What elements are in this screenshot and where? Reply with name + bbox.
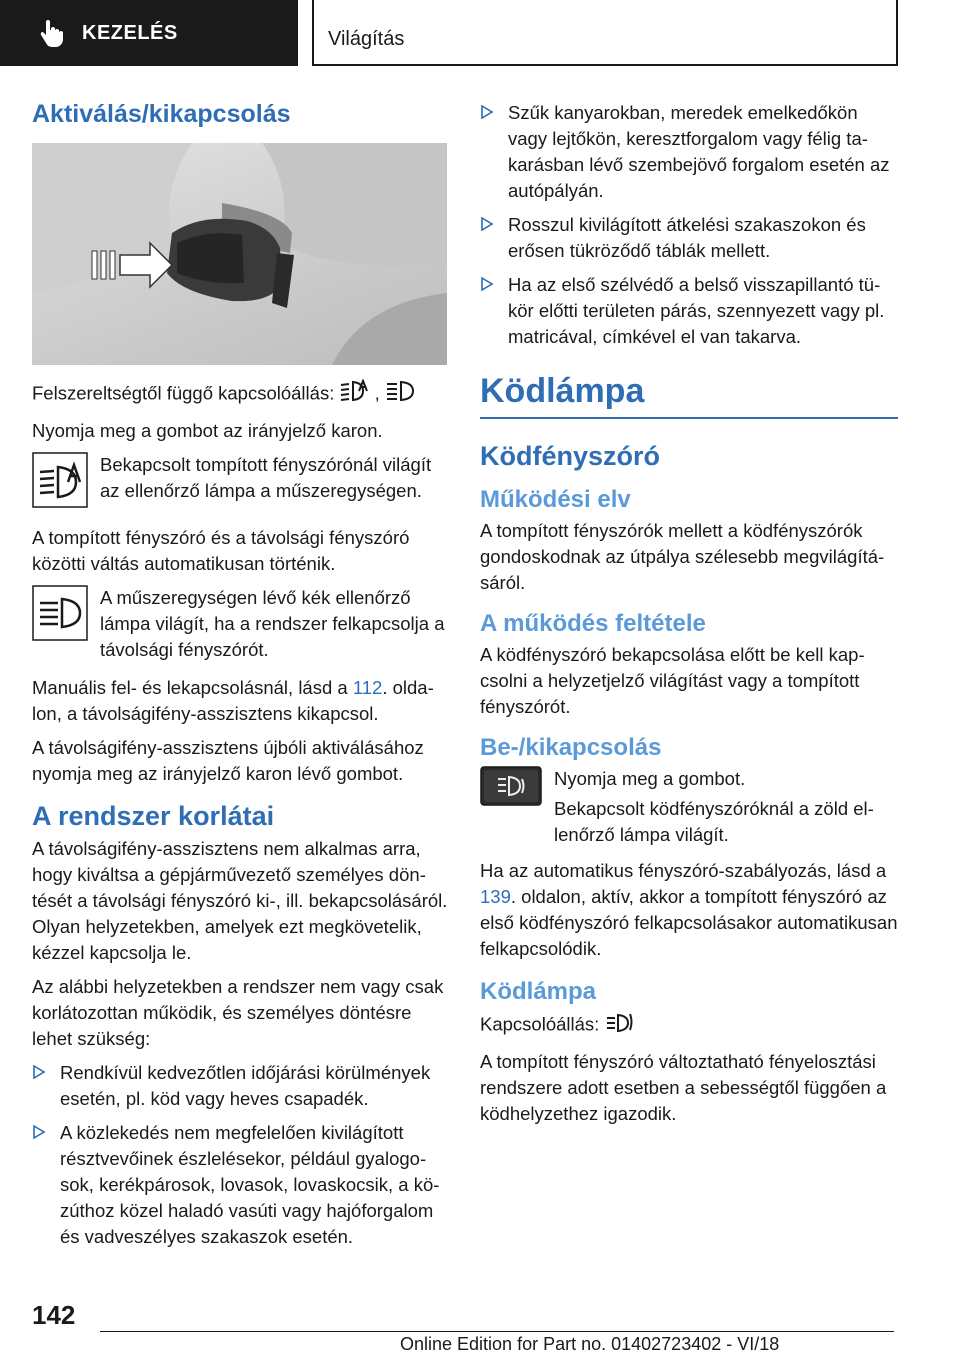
auto-paragraph: Ha az automatikus fényszóró-szabályozás, lásd a 139. oldalon, aktív, akkor a tompított fényszóró az első ködfényszóró felkapcsolásakor automatikusan felkapcsolódik. xyxy=(480,860,898,959)
triangle-bullet-icon xyxy=(480,274,494,294)
triangle-bullet-icon xyxy=(32,1122,46,1142)
fog-button-text xyxy=(554,766,898,848)
right-column xyxy=(480,100,898,1135)
heading-foglamp-2: Ködlámpa xyxy=(480,978,597,1005)
turn-signal-lever-photo xyxy=(32,143,447,365)
limits-list-left xyxy=(32,1060,450,1250)
indicator-1-text: Bekapcsolt tompított fényszórónál világít az ellenőrző lámpa a műszeregységen. xyxy=(100,454,432,501)
footer-divider xyxy=(100,1331,894,1332)
page-link-112[interactable]: 112 xyxy=(352,677,383,698)
heading-onoff: Be-/kikapcsolás xyxy=(480,734,662,761)
high-beam-indicator-icon xyxy=(32,585,88,663)
high-beam-assist-indicator-icon xyxy=(32,452,88,513)
heading-limits: A rendszer korlátai xyxy=(32,801,275,831)
fog-button-text-2: Bekapcsolt ködfényszóróknál a zöld ellenőrző lámpa világít. xyxy=(554,798,874,845)
page-number: 142 xyxy=(32,1300,76,1330)
condition-paragraph: A ködfényszóró bekapcsolása előtt be kell kapcsolni a helyzetjelző világítást vagy a tompított fényszórót. xyxy=(480,644,865,717)
edition-footer: Online Edition for Part no. 01402723402 - VI/18 xyxy=(400,1334,780,1354)
switchpos-paragraph: Kapcsolóállás: xyxy=(480,1010,898,1041)
high-beam-icon xyxy=(385,379,415,410)
limits-paragraph-2: Az alábbi helyzetekben a rendszer nem vagy csak korlátozottan működik, és személyes döntésre lehet szükség: xyxy=(32,976,444,1049)
switch-paragraph: A tompított fényszóró és a távolsági fényszóró közötti váltás automatikusan történik. xyxy=(32,527,410,574)
list-item: A közlekedés nem megfelelően kivilágított résztvevőinek észlelésekor, például gyalogosok, kerékpárosok, lovasok, lovaskocsik, a közúthoz közel haladó vasúti vagy hajóforgalom és vadveszélyes szakaszok esetén. xyxy=(32,1120,450,1250)
fog-button-text-1: Nyomja meg a gombot. xyxy=(554,768,746,789)
section-label: KEZELÉS xyxy=(82,21,178,44)
high-beam-assist-icon xyxy=(339,379,369,410)
list-item: Ha az első szélvédő a belső visszapillantó tükör előtti területen párás, szennyezett vagy pl. matricával, címkével el van takarva. xyxy=(480,272,898,350)
triangle-bullet-icon xyxy=(32,1062,46,1082)
heading-condition: A működés feltétele xyxy=(480,610,706,637)
indicator-row-2 xyxy=(32,585,450,663)
manual-paragraph: Manuális fel- és lekapcsolásnál, lásd a 112. oldalon, a távolságifény-asszisztens kikapcsol. xyxy=(32,677,434,724)
heading-principle: Működési elv xyxy=(480,486,631,513)
limits-paragraph-1: A távolságifény-asszisztens nem alkalmas arra, hogy kiváltsa a gépjárművezető személyes döntését a távolsági fényszóró ki-, ill. bekapcsolásáról. Olyan helyzetekben, amelyek ezt megkövetelik, kézzel kapcsolja le. xyxy=(32,838,448,963)
fog-button-row xyxy=(480,766,898,848)
principle-paragraph: A tompított fényszórók mellett a ködfényszórók gondoskodnak az útpálya szélesebb megvilágításáról. xyxy=(480,520,885,593)
left-column xyxy=(32,100,450,1258)
reactivate-paragraph: A távolságifény-asszisztens újbóli aktiválásához nyomja meg az irányjelző karon lévő gombot. xyxy=(32,737,424,784)
triangle-bullet-icon xyxy=(480,102,494,122)
press-paragraph: Nyomja meg a gombot az irányjelző karon. xyxy=(32,420,383,441)
list-item: Rosszul kivilágított átkelési szakaszokon és erősen tükröződő táblák mellett. xyxy=(480,212,898,264)
limits-list-right xyxy=(480,100,898,350)
hand-pointer-icon xyxy=(30,11,74,55)
indicator-2-text: A műszeregységen lévő kék ellenőrző lámpa világít, ha a rendszer felkapcsolja a távolsági fényszórót. xyxy=(100,587,445,660)
triangle-bullet-icon xyxy=(480,214,494,234)
list-item: Rendkívül kedvezőtlen időjárási körülmények esetén, pl. köd vagy heves csapadék. xyxy=(32,1060,450,1112)
chapter-label: Világítás xyxy=(328,28,405,50)
page-link-139[interactable]: 139 xyxy=(480,886,511,907)
heading-front-fog: Ködfényszóró xyxy=(480,441,661,471)
list-item: Szűk kanyarokban, meredek emelkedőkön vagy lejtőkön, keresztforgalom vagy félig takarásban lévő szembejövő forgalom esetén az autópályán. xyxy=(480,100,898,204)
section-tab xyxy=(0,0,298,66)
equipment-paragraph: Felszereltségtől függő kapcsolóállás: , xyxy=(32,379,450,410)
fog-light-icon xyxy=(604,1010,634,1041)
indicator-row-1 xyxy=(32,452,450,513)
heading-foglamp: Ködlámpa xyxy=(480,372,898,419)
fog-light-button-icon xyxy=(480,766,542,848)
distribution-paragraph: A tompított fényszóró változtatható fényelosztási rendszere adott esetben a sebességtől függően a ködhelyzethez igazodik. xyxy=(480,1051,887,1124)
chapter-header xyxy=(312,0,898,66)
heading-activation: Aktiválás/kikapcsolás xyxy=(32,100,291,128)
